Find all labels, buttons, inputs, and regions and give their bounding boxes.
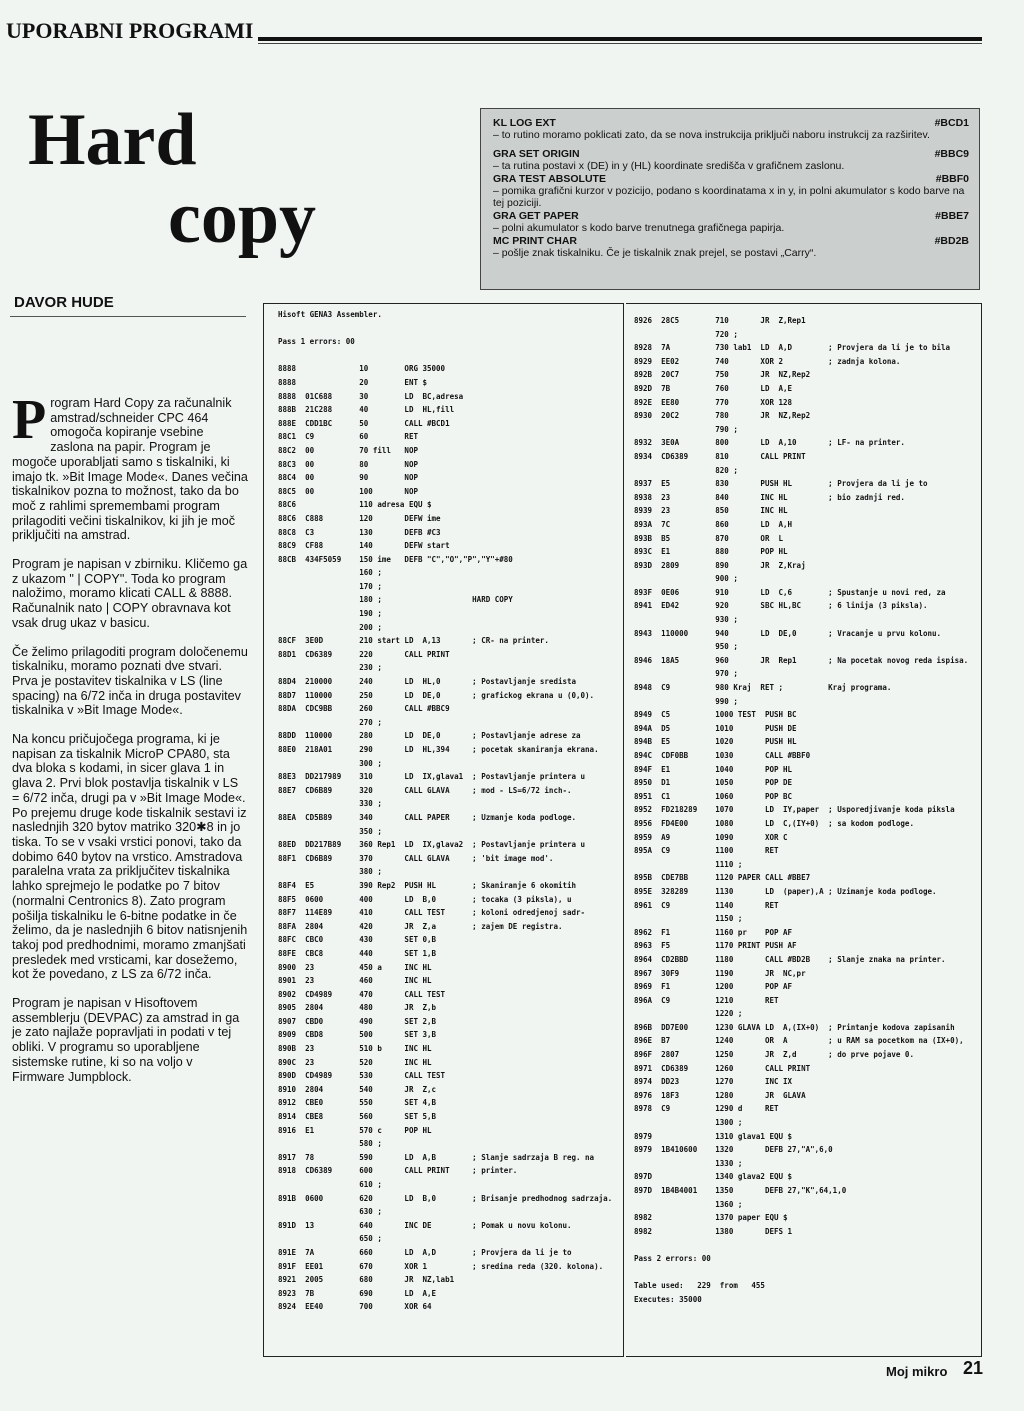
routine-description: – pomika grafični kurzor v pozicijo, podano s koordinatama x in y, in polni akumulator s kodo barve na tej poziciji. [493,185,965,209]
author-name: DAVOR HUDE [14,294,114,311]
listing-line: 330 ; [278,799,382,809]
listing-line: Pass 2 errors: 00 [634,1253,711,1263]
listing-line: 893C E1 880 POP HL [634,547,788,557]
listing-line: 88CB 434F5059 150 ime DEFB "C","O","P","Y"+#80 [278,554,513,564]
listing-line: 88FE CBC8 440 SET 1,B [278,948,437,958]
listing-line: 8976 18F3 1280 JR GLAVA [634,1090,806,1100]
listing-line: 88D4 210000 240 LD HL,0 ; Postavljanje sredista [278,677,577,687]
paragraph-text: rogram Hard Copy za računalnik amstrad/schneider CPC 464 omogoča kopiranje vsebine zaslona na papir. Program je mogoče uporabljati samo s tiskalniki, ki imajo tk. »Bit Image Mode«. Danes večina tiskalnikov pozna to možnost, tako da bo moč z rahlimi spremembami program prilagoditi večini tiskalnikov, ki jih je moč priključiti na amstrad. [12,396,248,543]
listing-line: 8929 EE02 740 XOR 2 ; zadnja kolona. [634,356,901,366]
listing-line: 88E7 CD6B89 320 CALL GLAVA ; mod - LS=6/72 inch-. [278,785,572,795]
listing-line: 8923 7B 690 LD A,E [278,1288,437,1298]
listing-line: 88C3 00 80 NOP [278,459,418,469]
listing-line: 610 ; [278,1180,382,1189]
routine-entry [493,173,969,209]
listing-line: 8916 E1 570 c POP HL [278,1125,432,1135]
listing-line: 895E 328289 1130 LD (paper),A ; Uzimanje koda podloge. [634,886,937,896]
routine-address: #BCD1 [934,117,969,129]
routine-name: GRA TEST ABSOLUTE [493,173,606,185]
listing-line: 88C8 C3 130 DEFB #C3 [278,527,441,537]
listing-line: 1220 ; [634,1009,743,1019]
listing-line: 88C9 CF88 140 DEFW start [278,541,450,551]
listing-line: 8943 110000 940 LD DE,0 ; Vracanje u prvu kolonu. [634,628,942,638]
listing-line: 893D 2809 890 JR Z,Kraj [634,560,806,570]
listing-line: Hisoft GENA3 Assembler. [278,310,382,319]
listing-line [634,1238,980,1252]
article-title-line2: copy [168,177,316,259]
listing-line: 88D1 CD6389 220 CALL PRINT [278,649,450,659]
listing-line: 8967 30F9 1190 JR NC,pr [634,968,806,978]
listing-line: 1360 ; [634,1199,743,1209]
listing-line: 350 ; [278,826,382,836]
listing-line: 896B DD7E00 1230 GLAVA LD A,(IX+0) ; Printanje kodova zapisanih [634,1022,955,1032]
routine-description: – pošlje znak tiskalniku. Če je tiskalnik znak prejel, se postavi „Carry“. [493,247,817,259]
routine-address: #BD2B [934,235,969,247]
page-number: 21 [963,1358,984,1378]
listing-line [278,349,618,363]
listing-line: 88FA 2804 420 JR Z,a ; zajem DE registra. [278,921,563,931]
listing-line: 893F 0E06 910 LD C,6 ; Spustanje u novi red, za [634,587,946,597]
listing-line: 8938 23 840 INC HL ; bio zadnji red. [634,492,905,502]
listing-line: 8909 CBD8 500 SET 3,B [278,1030,437,1040]
listing-line: 88C6 110 adresa EQU $ [278,500,432,510]
listing-line: 892B 20C7 750 JR NZ,Rep2 [634,370,811,380]
listing-line [278,322,618,336]
listing-line: 990 ; [634,696,738,706]
listing-line: 8982 1380 DEFS 1 [634,1226,793,1236]
listing-line: 720 ; [634,329,738,339]
listing-line: 894A D5 1010 PUSH DE [634,723,797,733]
paragraph: Na koncu pričujočega programa, ki je napisan za tiskalnik MicroP CPA80, sta dva bloka s kodami, in sicer glava 1 in glava 2. Prvi blok postavlja tiskalnik v LS = 6/72 inča, drugi pa v »Bit Image Mode«. Po prejemu druge kode tiskalnik sestavi iz naslednjih 320 bytov matriko 320✱8 in jo tiska. To se v vsaki vrstici ponovi, tako da dobimo 640 bytov na vrstico. Amstradova paralelna vrata za priključitev tiskalnika lahko sprejmejo le podatke po 7 bitov (normalni Centronics 8). Zato program pošilja tiskalniku le 6-bitne podatke in če želimo, da je naslednjih 6 bitov natisnjenih takoj pod predhodnimi, moramo zmanjšati presledek med vrsticami, kar dosežemo, kot že povedano, z LS za 6/72 inča. [12,732,248,982]
listing-line: 895A C9 1100 RET [634,846,779,856]
listing-line: 160 ; [278,568,382,578]
listing-line: 930 ; [634,615,738,625]
paragraph: Program je napisan v zbirniku. Kličemo ga z ukazom " | COPY". Toda ko program naložimo, moramo klicati CALL & 8888. Računalnik nato | COPY obravnava kot vsak drug ukaz v basicu. [12,557,248,630]
listing-line: 896E B7 1240 OR A ; u RAM sa pocetkom na (IX+0), [634,1036,964,1046]
listing-line: 8962 F1 1160 pr POP AF [634,927,793,937]
listing-line: 88EA CD5B89 340 CALL PAPER ; Uzmanje koda podloge. [278,812,577,822]
listing-line: 8902 CD4989 470 CALL TEST [278,989,446,999]
routine-name: GRA SET ORIGIN [493,148,580,160]
listing-line: 88F5 0600 400 LD B,0 ; tocaka (3 piksla), u [278,894,572,904]
listing-line: 970 ; [634,669,738,679]
listing-line: 891E 7A 660 LD A,D ; Provjera da li je to [278,1247,572,1257]
listing-line: 1330 ; [634,1158,743,1168]
listing-line: 8917 78 590 LD A,B ; Slanje sadrzaja B reg. na [278,1152,595,1162]
listing-line: 896A C9 1210 RET [634,995,779,1005]
paragraph: Program je napisan v Hisoftovem assemblerju (DEVPAC) za amstrad in ga je zato najlaže popravljati in podati v tej obliki. V programu so uporabljene sistemske rutine, ki so na voljo v Firmware Jumpblock. [12,996,240,1084]
listing-line: 200 ; [278,622,382,632]
listing-line: 88E3 DD217989 310 LD IX,glava1 ; Postavljanje printera u [278,772,586,782]
routine-name: GRA GET PAPER [493,210,579,222]
firmware-routines-box [480,108,980,290]
listing-line: 8951 C1 1060 POP BC [634,791,793,801]
listing-line: 8949 C5 1000 TEST PUSH BC [634,710,797,720]
listing-line: 88DD 110000 280 LD DE,0 ; Postavljanje adrese za [278,731,581,741]
listing-line: 8930 20C2 780 JR NZ,Rep2 [634,411,811,421]
listing-line: 888B 21C288 40 LD HL,fill [278,405,455,415]
listing-line: 270 ; [278,717,382,727]
listing-line: 88C6 C888 120 DEFW ime [278,513,441,523]
listing-line: 580 ; [278,1139,382,1149]
listing-line: 8924 EE40 700 XOR 64 [278,1302,432,1312]
listing-line: 890B 23 510 b INC HL [278,1044,432,1054]
routine-address: #BBF0 [935,173,969,185]
listing-line: 8888 01C688 30 LD BC,adresa [278,391,464,401]
listing-line: Pass 1 errors: 00 [278,337,355,347]
listing-line: 1300 ; [634,1118,743,1128]
listing-line: 893B B5 870 OR L [634,533,784,543]
listing-line: 8932 3E0A 800 LD A,10 ; LF- na printer. [634,438,905,448]
listing-line: 230 ; [278,663,382,673]
listing-line: 8928 7A 730 lab1 LD A,D ; Provjera da li je to bila [634,343,951,353]
paragraph [12,389,248,543]
listing-line: 892D 7B 760 LD A,E [634,383,793,393]
listing-line: 8964 CD2BBD 1180 CALL #BD2B ; Slanje znaka na printer. [634,954,946,964]
listing-line: 8971 CD6389 1260 CALL PRINT [634,1063,811,1073]
listing-line: 8979 1B410600 1320 DEFB 27,"A",6,0 [634,1145,833,1155]
routine-description: – polni akumulator s kodo barve trenutnega grafičnega papirja. [493,222,785,234]
listing-line: 8921 2005 680 JR NZ,lab1 [278,1275,455,1285]
listing-line: 8914 CBE8 560 SET 5,B [278,1112,437,1122]
listing-line: 8956 FD4E00 1080 LD C,(IY+0) ; sa kodom podloge. [634,818,914,828]
listing-line: 8937 E5 830 PUSH HL ; Provjera da li je to [634,479,928,489]
listing-line: 88F7 114E89 410 CALL TEST ; koloni odredjenoj sadr- [278,908,586,918]
routine-description: – ta rutina postavi x (DE) in y (HL) koordinate središča v grafičnem zaslonu. [493,160,845,172]
listing-line: 88ED DD217B89 360 Rep1 LD IX,glava2 ; Postavljanje printera u [278,840,586,850]
paragraph: Če želimo prilagoditi program določenemu tiskalniku, moramo poznati dve stvari. Prva je postavitev tiskalnika v LS (line spacing) na 6/72 inča in druga postavitev tiskalnika v »Bit Image Mode«. [12,644,248,718]
listing-line: 88F1 CD6B89 370 CALL GLAVA ; 'bit image mod'. [278,853,554,863]
drop-cap: P [12,389,47,451]
listing-line: 8963 F5 1170 PRINT PUSH AF [634,941,797,951]
listing-line: 88C5 00 100 NOP [278,486,418,496]
listing-line: 8946 18A5 960 JR Rep1 ; Na pocetak novog reda ispisa. [634,655,969,665]
listing-line: 8952 FD218289 1070 LD IY,paper ; Usporedjivanje koda piksla [634,805,955,815]
routine-address: #BBC9 [934,148,969,160]
routine-entry [493,235,969,259]
listing-line: 888E CDD1BC 50 CALL #BCD1 [278,418,450,428]
listing-line: 896F 2807 1250 JR Z,d ; do prve pojave 0. [634,1050,914,1060]
routine-address: #BBE7 [935,210,969,222]
article-title-line1: Hard [28,99,197,181]
listing-line: 8888 10 ORG 35000 [278,364,446,374]
magazine-name: Moj mikro [886,1364,948,1379]
listing-line: 8974 DD23 1270 INC IX [634,1077,793,1087]
listing-line: 650 ; [278,1234,382,1244]
listing-line: 8961 C9 1140 RET [634,900,779,910]
listing-line: 900 ; [634,574,738,584]
listing-line [634,1266,980,1280]
assembler-listing-left [278,308,618,1314]
listing-line: 895B CDE7BB 1120 PAPER CALL #BBE7 [634,873,811,883]
listing-line: 1110 ; [634,859,743,869]
listing-line: 8941 ED42 920 SBC HL,BC ; 6 linija (3 piksla). [634,601,928,611]
listing-line: 893A 7C 860 LD A,H [634,519,793,529]
listing-line: 892E EE80 770 XOR 128 [634,397,793,407]
section-title: UPORABNI PROGRAMI [6,18,258,44]
routine-entry [493,210,969,234]
listing-line: 88F4 E5 390 Rep2 PUSH HL ; Skaniranje 6 okomitih [278,880,577,890]
listing-line: 8905 2804 480 JR Z,b [278,1003,437,1013]
routine-description: – to rutino moramo poklicati zato, da se nova instrukcija priključi naboru instrukcij za razširitev. [493,129,930,141]
listing-line: 894F E1 1040 POP HL [634,764,793,774]
listing-line: 891F EE01 670 XOR 1 ; sredina reda (320. kolona). [278,1261,604,1271]
listing-line: 88C2 00 70 fill NOP [278,445,418,455]
listing-line: 88CF 3E0D 210 start LD A,13 ; CR- na printer. [278,636,549,646]
article-body [12,389,248,1098]
listing-line: 897D 1340 glava2 EQU $ [634,1172,793,1182]
listing-line: 88D7 110000 250 LD DE,0 ; grafickog ekrana u (0,0). [278,690,595,700]
routine-entry [493,148,969,172]
routine-entry [493,117,969,141]
listing-line: 190 ; [278,609,382,619]
listing-line: 890C 23 520 INC HL [278,1057,432,1067]
listing-line: 630 ; [278,1207,382,1217]
listing-line: 88C1 C9 60 RET [278,432,418,442]
listing-line: 8926 28C5 710 JR Z,Rep1 [634,316,806,325]
assembler-listing-right [634,314,980,1306]
listing-line: 88E0 218A01 290 LD HL,394 ; pocetak skaniranja ekrana. [278,745,599,754]
listing-line: 820 ; [634,465,738,475]
listing-line: 8982 1370 paper EQU $ [634,1213,788,1223]
listing-line: 8918 CD6389 600 CALL PRINT ; printer. [278,1166,518,1176]
listing-line: 180 ; HARD COPY [278,595,513,605]
listing-line: 170 ; [278,581,382,591]
listing-line: 790 ; [634,424,738,434]
listing-line: 891B 0600 620 LD B,0 ; Brisanje predhodnog sadrzaja. [278,1193,613,1203]
listing-line: 8907 CBD0 490 SET 2,B [278,1016,437,1026]
listing-line: 8950 D1 1050 POP DE [634,778,793,788]
listing-line: 897D 1B4B4001 1350 DEFB 27,"K",64,1,0 [634,1186,847,1195]
listing-line: 8912 CBE0 550 SET 4,B [278,1098,437,1108]
listing-line: 8959 A9 1090 XOR C [634,832,788,842]
listing-line: 300 ; [278,758,382,768]
listing-line: 8978 C9 1290 d RET [634,1104,779,1114]
listing-line: 8939 23 850 INC HL [634,506,788,516]
listing-line: 1150 ; [634,914,743,924]
listing-line: 8969 F1 1200 POP AF [634,982,793,992]
listing-line: 88C4 00 90 NOP [278,473,418,483]
listing-line: 891D 13 640 INC DE ; Pomak u novu kolonu. [278,1220,572,1230]
routine-name: MC PRINT CHAR [493,235,577,247]
listing-line: 894C CDF0BB 1030 CALL #BBF0 [634,751,811,760]
author-rule [10,316,246,317]
listing-line: 8979 1310 glava1 EQU $ [634,1131,793,1141]
listing-line: 380 ; [278,867,382,877]
listing-line: 88DA CDC9BB 260 CALL #BBC9 [278,704,450,714]
listing-line: 8910 2804 540 JR Z,c [278,1084,437,1094]
listing-line: Table used: 229 from 455 [634,1281,765,1291]
listing-line: 8948 C9 980 Kraj RET ; Kraj programa. [634,683,892,693]
listing-line: 950 ; [634,642,738,652]
listing-line: 8888 20 ENT $ [278,377,428,387]
listing-line: Executes: 35000 [634,1294,702,1304]
listing-line: 8901 23 460 INC HL [278,976,432,986]
routine-name: KL LOG EXT [493,117,556,129]
listing-line: 890D CD4989 530 CALL TEST [278,1071,446,1081]
listing-line: 8934 CD6389 810 CALL PRINT [634,451,806,461]
listing-line: 8900 23 450 a INC HL [278,962,432,972]
listing-line: 88FC CBC0 430 SET 0,B [278,935,437,945]
listing-line: 894B E5 1020 PUSH HL [634,737,797,747]
